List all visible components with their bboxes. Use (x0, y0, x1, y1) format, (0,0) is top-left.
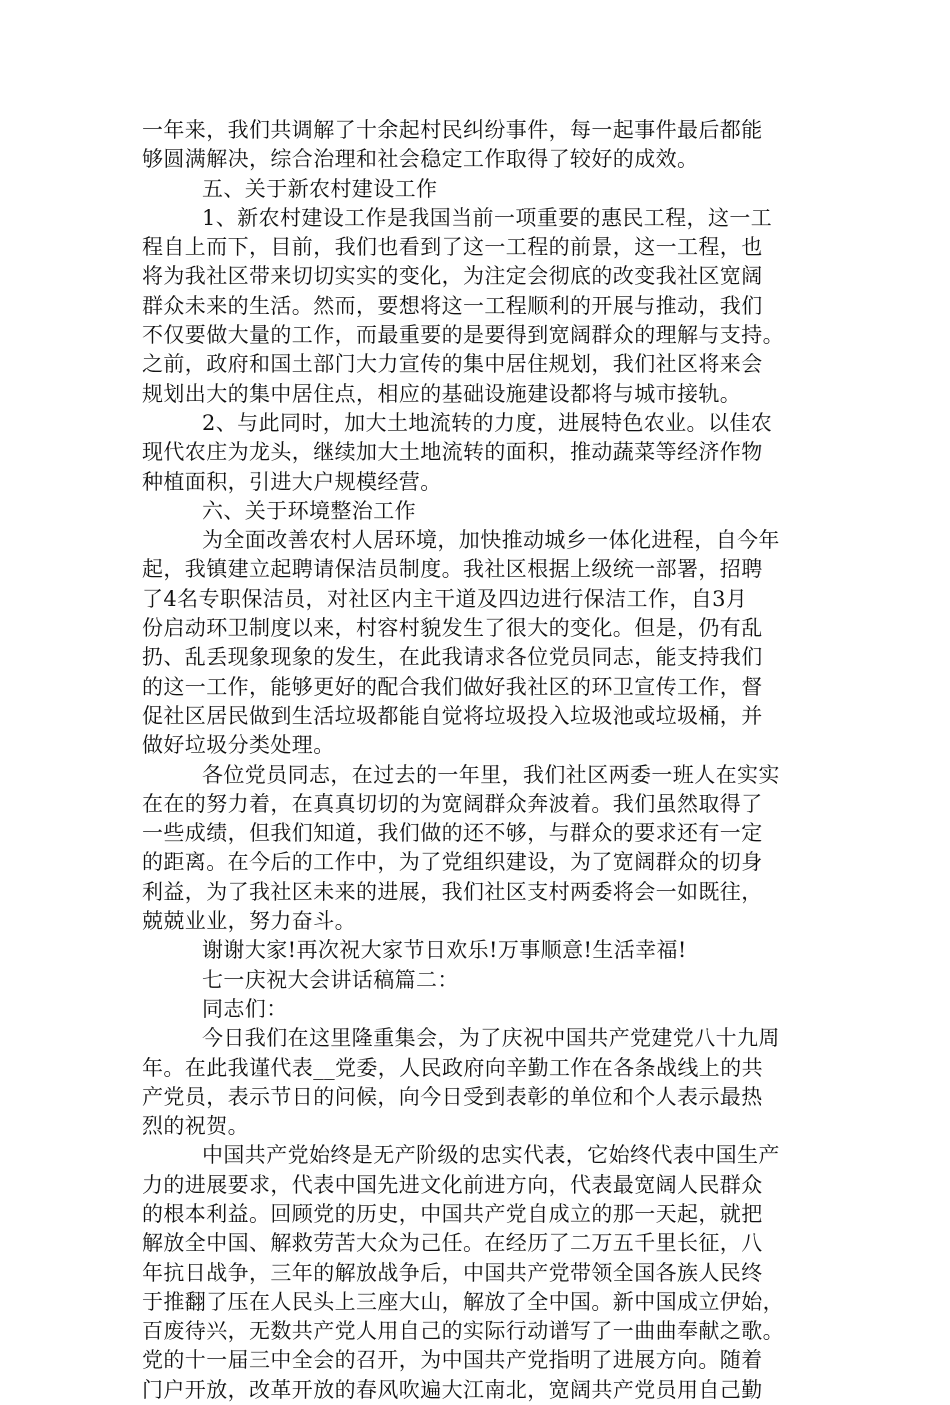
text-line: 为全面改善农村人居环境，加快推动城乡一体化进程，自今年 (202, 528, 780, 553)
text-line: 各位党员同志，在过去的一年里，我们社区两委一班人在实实 (202, 762, 780, 787)
text-line: 中国共产党始终是无产阶级的忠实代表，它始终代表中国生产 (202, 1143, 780, 1168)
text-line: 六、关于环境整治工作 (202, 498, 416, 523)
text-line: 利益，为了我社区未来的进展，我们社区支村两委将会一如既往， (142, 879, 763, 904)
text-line: 之前，政府和国土部门大力宣传的集中居住规划，我们社区将来会 (142, 352, 763, 377)
text-line: 促社区居民做到生活垃圾都能自觉将垃圾投入垃圾池或垃圾桶，并 (142, 703, 763, 728)
text-line: 在在的努力着，在真真切切的为宽阔群众奔波着。我们虽然取得了 (142, 791, 763, 816)
text-line: 群众未来的生活。然而，要想将这一工程顺利的开展与推动，我们 (142, 293, 763, 318)
text-line: 解放全中国、解救劳苦大众为己任。在经历了二万五千里长征，八 (142, 1231, 763, 1256)
text-line: 将为我社区带来切切实实的变化，为注定会彻底的改变我社区宽阔 (142, 264, 763, 289)
text-line: 做好垃圾分类处理。 (142, 733, 335, 758)
text-line: 2、与此同时，加大土地流转的力度，进展特色农业。以佳农 (202, 410, 773, 435)
text-line: 产党员，表示节日的问候，向今日受到表彰的单位和个人表示最热 (142, 1084, 763, 1109)
text-line: 的距离。在今后的工作中，为了党组织建设，为了宽阔群众的切身 (142, 850, 763, 875)
document-body (142, 116, 808, 1405)
text-line: 党的十一届三中全会的召开，为中国共产党指明了进展方向。随着 (142, 1348, 763, 1373)
text-line: 同志们： (202, 996, 288, 1021)
text-line: 份启动环卫制度以来，村容村貌发生了很大的变化。但是，仍有乱 (142, 616, 763, 641)
text-line: 五、关于新农村建设工作 (202, 176, 438, 201)
text-line: 年。在此我谨代表__党委，人民政府向辛勤工作在各条战线上的共 (142, 1055, 763, 1080)
text-line: 的根本利益。回顾党的历史，中国共产党自成立的那一天起，就把 (142, 1201, 763, 1226)
text-line: 现代农庄为龙头，继续加大土地流转的面积，推动蔬菜等经济作物 (142, 440, 763, 465)
text-line: 不仅要做大量的工作，而最重要的是要得到宽阔群众的理解与支持。 (142, 323, 784, 348)
text-line: 了4名专职保洁员，对社区内主干道及四边进行保洁工作，自3月 (142, 586, 748, 611)
text-line: 谢谢大家!再次祝大家节日欢乐!万事顺意!生活幸福! (202, 938, 687, 963)
text-line: 于推翻了压在人民头上三座大山，解放了全中国。新中国成立伊始， (142, 1289, 784, 1314)
text-line: 1、新农村建设工作是我国当前一项重要的惠民工程，这一工 (202, 205, 773, 230)
text-line: 种植面积，引进大户规模经营。 (142, 469, 442, 494)
text-line: 年抗日战争，三年的解放战争后，中国共产党带领全国各族人民终 (142, 1260, 763, 1285)
text-line: 程自上而下，目前，我们也看到了这一工程的前景，这一工程，也 (142, 235, 763, 260)
text-line: 力的进展要求，代表中国先进文化前进方向，代表最宽阔人民群众 (142, 1172, 763, 1197)
text-line: 烈的祝贺。 (142, 1114, 249, 1139)
text-line: 规划出大的集中居住点，相应的基础设施建设都将与城市接轨。 (142, 381, 742, 406)
text-line: 一些成绩，但我们知道，我们做的还不够，与群众的要求还有一定 (142, 821, 763, 846)
text-line: 扔、乱丢现象现象的发生，在此我请求各位党员同志，能支持我们 (142, 645, 763, 670)
text-line: 今日我们在这里隆重集会，为了庆祝中国共产党建党八十九周 (202, 1026, 780, 1051)
text-line: 一年来，我们共调解了十余起村民纠纷事件，每一起事件最后都能 (142, 118, 763, 142)
text-line: 的这一工作，能够更好的配合我们做好我社区的环卫宣传工作，督 (142, 674, 763, 699)
text-line: 七一庆祝大会讲话稿篇二： (202, 967, 459, 992)
text-line: 够圆满解决，综合治理和社会稳定工作取得了较好的成效。 (142, 147, 699, 172)
text-line: 百废待兴，无数共产党人用自己的实际行动谱写了一曲曲奉献之歌。 (142, 1319, 784, 1344)
text-line: 兢兢业业，努力奋斗。 (142, 909, 356, 934)
text-line: 起，我镇建立起聘请保洁员制度。我社区根据上级统一部署，招聘 (142, 557, 763, 582)
text-line: 门户开放，改革开放的春风吹遍大江南北，宽阔共产党员用自己勤 (142, 1377, 763, 1402)
